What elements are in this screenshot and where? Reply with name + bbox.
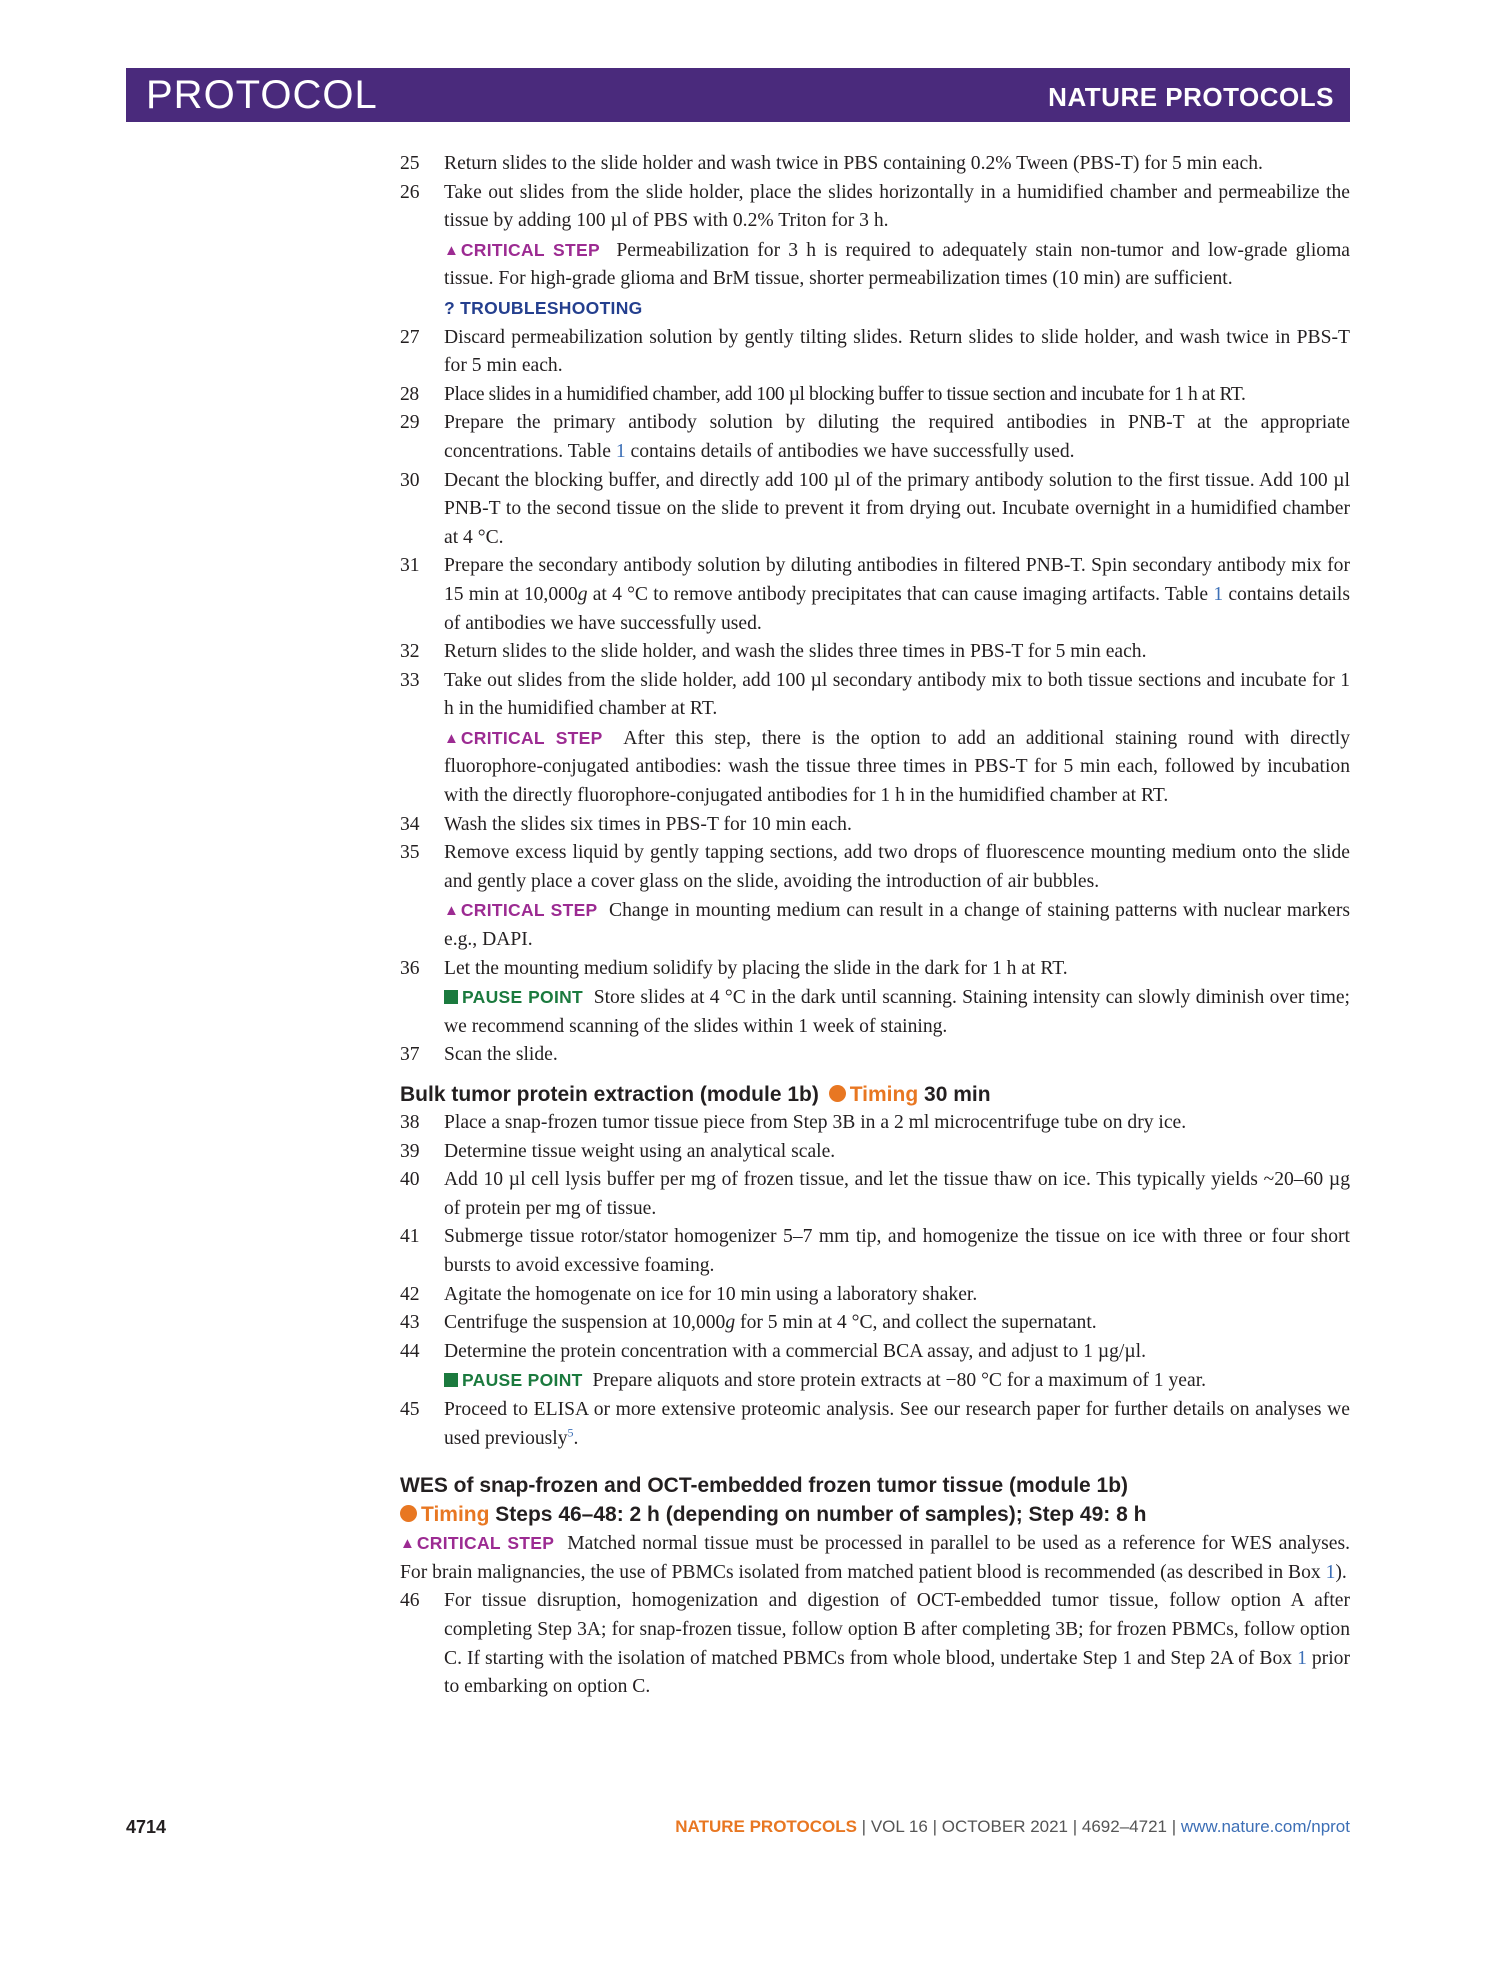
step-36 [400, 955, 1350, 1042]
pause-point-text: Store slides at 4 °C in the dark until scanning. Staining intensity can slowly diminish over time; we recommend scanning of the slides within 1 week of staining. [444, 987, 1350, 1037]
step-number: 43 [400, 1312, 420, 1334]
pause-point-note [444, 983, 1350, 1041]
footer-volume: VOL 16 [870, 1817, 928, 1836]
step-text: Take out slides from the slide holder, add 100 µl secondary antibody mix to both tissue sections and incubate for 1 h in the humidified chamber at RT. [444, 669, 1350, 720]
step-text: Proceed to ELISA or more extensive proteomic analysis. See our research paper for further details on analyses we used previously [444, 1398, 1350, 1449]
timing-label: Timing [849, 1083, 919, 1106]
pause-point-label: PAUSE POINT [462, 987, 584, 1008]
step-29 [400, 409, 1350, 466]
critical-step-label: CRITICAL STEP [460, 239, 600, 260]
step-number: 44 [400, 1340, 420, 1362]
step-text: Submerge tissue rotor/stator homogenizer 5–7 mm tip, and homogenize the tissue on ice with three or four short bursts to avoid excessive foaming. [444, 1226, 1350, 1276]
step-33 [400, 667, 1350, 811]
step-text: Discard permeabilization solution by gently tilting slides. Return slides to slide holder, and wash twice in PBS-T for 5 min each. [444, 326, 1350, 377]
step-27 [400, 324, 1350, 381]
step-text: Agitate the homogenate on ice for 10 min using a laboratory shaker. [444, 1283, 978, 1305]
step-31 [400, 552, 1350, 638]
step-44 [400, 1338, 1350, 1396]
section-title: WES of snap-frozen and OCT-embedded frozen tumor tissue (module 1b) [400, 1474, 1129, 1498]
step-text: Return slides to the slide holder, and wash the slides three times in PBS-T for 5 min each. [444, 641, 1147, 663]
footer-pages: 4692–4721 [1081, 1817, 1167, 1836]
step-number: 37 [400, 1044, 420, 1066]
step-42 [400, 1281, 1350, 1310]
step-number: 35 [400, 842, 420, 864]
step-text: Scan the slide. [444, 1044, 558, 1066]
pause-point-note [444, 1366, 1350, 1396]
step-text: Add 10 µl cell lysis buffer per mg of frozen tissue, and let the tissue thaw on ice. This typically yields ~20–60 µg of protein per mg of tissue. [444, 1169, 1350, 1219]
timing-value: Steps 46–48: 2 h (depending on number of samples); Step 49: 8 h [495, 1503, 1147, 1527]
box-reference-link[interactable]: 1 [1325, 1561, 1336, 1583]
footer-journal: NATURE PROTOCOLS [675, 1817, 857, 1836]
g-force-unit: g [577, 583, 588, 605]
troubleshooting-label[interactable]: ? TROUBLESHOOTING [444, 297, 643, 318]
triangle-warning-icon: ▲ [400, 1536, 415, 1553]
critical-step-text: Permeabilization for 3 h is required to adequately stain non-tumor and low-grade glioma tissue. For high-grade glioma and BrM tissue, shorter permeabilization times (10 min) are sufficient. [444, 239, 1351, 290]
step-number: 29 [400, 412, 420, 434]
step-number: 32 [400, 641, 420, 663]
step-26 [400, 179, 1350, 324]
step-number: 31 [400, 555, 420, 577]
step-38 [400, 1109, 1350, 1138]
citation-link[interactable]: 5 [567, 1425, 574, 1439]
critical-step-note [444, 896, 1350, 954]
step-number: 25 [400, 153, 420, 174]
step-text: Remove excess liquid by gently tapping sections, add two drops of fluorescence mounting medium onto the slide and gently place a cover glass on the slide, avoiding the introduction of air bubbles. [444, 842, 1350, 892]
step-text-end: . [573, 1427, 579, 1449]
section-heading-protein-extraction [400, 1080, 1350, 1109]
box-reference-link[interactable]: 1 [1297, 1647, 1307, 1669]
page-footer: NATURE PROTOCOLS | VOL 16 | OCTOBER 2021 | 4692–4721 | www.nature.com/nprot [675, 1817, 1350, 1836]
timing-label: Timing [421, 1503, 490, 1527]
step-text: Centrifuge the suspension at 10,000 [444, 1312, 726, 1334]
clock-dot-icon [400, 1505, 417, 1522]
step-text: Prepare the secondary antibody solution by diluting antibodies in filtered PNB-T. Spin secondary antibody mix for 15 min at 10,000 [444, 555, 1350, 605]
critical-step-text-end: ). [1335, 1561, 1347, 1583]
g-force-unit: g [725, 1312, 736, 1334]
step-32 [400, 638, 1350, 667]
step-text-cont: for 5 min at 4 °C, and collect the supernatant. [735, 1312, 1097, 1334]
step-number: 38 [400, 1112, 420, 1133]
step-text: Determine tissue weight using an analytical scale. [444, 1140, 836, 1162]
square-pause-icon [444, 990, 458, 1004]
step-number: 36 [400, 957, 420, 979]
step-43 [400, 1309, 1350, 1338]
critical-step-text: Change in mounting medium can result in a change of staining patterns with nuclear markers e.g., DAPI. [444, 900, 1351, 951]
step-number: 42 [400, 1283, 420, 1305]
footer-date: OCTOBER 2021 [941, 1817, 1069, 1836]
step-text: For tissue disruption, homogenization and digestion of OCT-embedded tumor tissue, follow option A after completing Step 3A; for snap-frozen tissue, follow option B after completing 3B; for frozen PBMCs, follow option C. If starting with the isolation of matched PBMCs from whole blood, undertake Step 1 and Step 2A of Box [444, 1590, 1350, 1669]
step-35 [400, 839, 1350, 954]
step-text: Wash the slides six times in PBS-T for 10 min each. [444, 813, 852, 835]
step-text-cont: contains details of antibodies we have successfully used. [625, 440, 1075, 462]
critical-step-text: Matched normal tissue must be processed in parallel to be used as a reference for WES analyses. For brain malignancies, the use of PBMCs isolated from matched patient blood is recommended (as described in Box [400, 1533, 1350, 1583]
critical-step-label: CRITICAL STEP [460, 900, 598, 921]
step-37 [400, 1041, 1350, 1070]
critical-step-label: CRITICAL STEP [416, 1533, 555, 1554]
section-title: Bulk tumor protein extraction (module 1b) [400, 1083, 819, 1106]
table-reference-link[interactable]: 1 [615, 440, 626, 462]
timing-value: 30 min [924, 1083, 991, 1106]
step-text-cont: at 4 °C to remove antibody precipitates that can cause imaging artifacts. Table [587, 583, 1214, 605]
critical-step-note [444, 724, 1350, 811]
step-text-end: contains details of antibodies we have successfully used. [444, 583, 1351, 634]
critical-step-text: After this step, there is the option to add an additional staining round with directly fluorophore-conjugated antibodies: wash the tissue three times in PBS-T for 5 min each, followed by incubation with the directly fluorophore-conjugated antibodies for 1 h in the humidified chamber at RT. [444, 727, 1351, 807]
triangle-warning-icon: ▲ [444, 903, 459, 920]
step-34 [400, 811, 1350, 840]
article-type-label: PROTOCOL [146, 73, 378, 117]
journal-name: NATURE PROTOCOLS [1048, 82, 1334, 112]
step-number: 28 [400, 383, 419, 405]
step-41 [400, 1223, 1350, 1280]
critical-step-note [444, 236, 1350, 294]
page-number: 4714 [126, 1817, 167, 1837]
clock-dot-icon [829, 1085, 846, 1102]
step-text-end: prior to embarking on option C. [444, 1647, 1350, 1698]
page-header [126, 68, 1350, 122]
table-reference-link[interactable]: 1 [1213, 583, 1224, 605]
step-25 [400, 150, 1350, 179]
troubleshooting-link[interactable] [444, 294, 1350, 324]
step-39 [400, 1138, 1350, 1167]
section-heading-wes [400, 1471, 1350, 1529]
pause-point-label: PAUSE POINT [462, 1370, 583, 1391]
footer-url-link[interactable]: www.nature.com/nprot [1180, 1817, 1350, 1836]
step-text: Return slides to the slide holder and wash twice in PBS containing 0.2% Tween (PBS-T) for 5 min each. [444, 153, 1263, 174]
step-30 [400, 467, 1350, 553]
pause-point-text: Prepare aliquots and store protein extracts at −80 °C for a maximum of 1 year. [592, 1370, 1207, 1392]
step-number: 33 [400, 669, 420, 691]
step-number: 26 [400, 181, 420, 203]
step-number: 34 [400, 813, 420, 835]
step-number: 40 [400, 1169, 420, 1191]
triangle-warning-icon: ▲ [444, 242, 459, 259]
triangle-warning-icon: ▲ [444, 730, 459, 747]
step-40 [400, 1166, 1350, 1223]
step-number: 45 [400, 1398, 420, 1420]
step-text: Decant the blocking buffer, and directly add 100 µl of the primary antibody solution to the first tissue. Add 100 µl PNB-T to the second tissue on the slide to prevent it from drying out. Incubate overnight in a humidified chamber at 4 °C. [444, 469, 1350, 548]
square-pause-icon [444, 1373, 458, 1387]
step-number: 30 [400, 469, 420, 491]
section-critical-note [400, 1529, 1350, 1587]
step-45 [400, 1396, 1350, 1453]
section-timing-line [400, 1500, 1350, 1529]
step-number: 27 [400, 326, 420, 348]
main-content [400, 150, 1350, 1702]
step-text: Place slides in a humidified chamber, add 100 µl blocking buffer to tissue section and incubate for 1 h at RT. [444, 383, 1246, 405]
step-28 [400, 381, 1350, 410]
step-text: Prepare the primary antibody solution by diluting the required antibodies in PNB-T at the appropriate concentrations. Table [444, 412, 1350, 462]
critical-step-label: CRITICAL STEP [460, 727, 603, 748]
step-text: Let the mounting medium solidify by placing the slide in the dark for 1 h at RT. [444, 957, 1068, 979]
step-text: Determine the protein concentration with a commercial BCA assay, and adjust to 1 µg/µl. [444, 1340, 1147, 1362]
step-text: Place a snap-frozen tumor tissue piece from Step 3B in a 2 ml microcentrifuge tube on dry ice. [444, 1112, 1187, 1133]
step-number: 41 [400, 1226, 420, 1248]
step-number: 39 [400, 1140, 420, 1162]
step-number: 46 [400, 1590, 420, 1612]
step-46 [400, 1587, 1350, 1701]
step-text: Take out slides from the slide holder, place the slides horizontally in a humidified chamber and permeabilize the tissue by adding 100 µl of PBS with 0.2% Triton for 3 h. [444, 181, 1350, 232]
